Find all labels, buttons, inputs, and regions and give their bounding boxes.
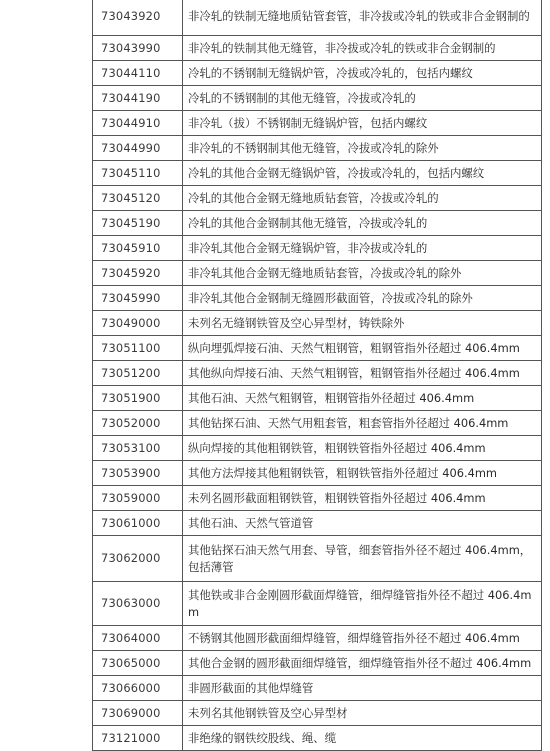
hs-code-cell: 73045920 xyxy=(93,261,183,286)
hs-code-cell: 73066000 xyxy=(93,676,183,701)
description-cell: 其他石油、天然气管道管 xyxy=(183,511,542,536)
table-row xyxy=(93,111,542,136)
description-cell: 冷轧的其他合金钢无缝地质钻套管，冷拔或冷轧的 xyxy=(183,186,542,211)
table-body xyxy=(93,0,542,751)
table-row xyxy=(93,582,542,626)
description-cell: 不锈钢其他圆形截面细焊缝管，细焊缝管指外径不超过 406.4mm xyxy=(183,626,542,651)
description-cell: 其他钻探石油、天然气用粗套管，粗套管指外径超过 406.4mm xyxy=(183,411,542,436)
table-row xyxy=(93,211,542,236)
table-row xyxy=(93,386,542,411)
hs-code-cell: 73044110 xyxy=(93,61,183,86)
hs-code-cell: 73065000 xyxy=(93,651,183,676)
description-cell: 其他纵向焊接石油、天然气粗钢管，粗钢管指外径超过 406.4mm xyxy=(183,361,542,386)
description-cell: 其他石油、天然气粗钢管，粗钢管指外径超过 406.4mm xyxy=(183,386,542,411)
description-cell: 非绝缘的钢铁绞股线、绳、缆 xyxy=(183,726,542,751)
hs-code-cell: 73121000 xyxy=(93,726,183,751)
hs-code-cell: 73043920 xyxy=(93,0,183,36)
description-cell: 纵向埋弧焊接石油、天然气粗钢管，粗钢管指外径超过 406.4mm xyxy=(183,336,542,361)
table-row xyxy=(93,726,542,751)
description-cell: 非冷轧的铁制其他无缝管，非冷拔或冷轧的铁或非合金钢制的 xyxy=(183,36,542,61)
description-cell: 冷轧的不锈钢制的其他无缝管，冷拔或冷轧的 xyxy=(183,86,542,111)
table-row xyxy=(93,626,542,651)
hs-code-cell: 73044910 xyxy=(93,111,183,136)
description-cell: 其他合金钢的圆形截面细焊缝管，细焊缝管指外径不超过 406.4mm xyxy=(183,651,542,676)
description-cell: 冷轧的不锈钢制无缝锅炉管，冷拔或冷轧的，包括内螺纹 xyxy=(183,61,542,86)
description-cell: 非冷轧其他合金钢制无缝圆形截面管，冷拔或冷轧的除外 xyxy=(183,286,542,311)
description-cell: 未列名无缝钢铁管及空心异型材，铸铁除外 xyxy=(183,311,542,336)
table-row xyxy=(93,86,542,111)
hs-code-cell: 73043990 xyxy=(93,36,183,61)
table-row xyxy=(93,536,542,582)
table-row xyxy=(93,461,542,486)
description-cell: 其他铁或非合金刚圆形截面焊缝管，细焊缝管指外径不超过 406.4mm xyxy=(183,582,542,626)
description-cell: 非冷轧（拔）不锈钢制无缝锅炉管，包括内螺纹 xyxy=(183,111,542,136)
description-cell: 非冷轧的铁制无缝地质钻管套管，非冷拔或冷轧的铁或非合金钢制的 xyxy=(183,0,542,36)
table-row xyxy=(93,486,542,511)
description-cell: 冷轧的其他合金钢无缝锅炉管，冷拔或冷轧的，包括内螺纹 xyxy=(183,161,542,186)
table-row xyxy=(93,0,542,36)
table-row xyxy=(93,261,542,286)
table-row xyxy=(93,136,542,161)
hs-code-cell: 73044990 xyxy=(93,136,183,161)
table-row xyxy=(93,651,542,676)
table-row xyxy=(93,701,542,726)
hs-code-cell: 73059000 xyxy=(93,486,183,511)
description-cell: 非冷轧其他合金钢无缝地质钻套管，冷拔或冷轧的除外 xyxy=(183,261,542,286)
description-cell: 纵向焊接的其他粗钢铁管，粗钢铁管指外径超过 406.4mm xyxy=(183,436,542,461)
hs-code-cell: 73053100 xyxy=(93,436,183,461)
table-row xyxy=(93,436,542,461)
hs-code-cell: 73045990 xyxy=(93,286,183,311)
hs-code-cell: 73049000 xyxy=(93,311,183,336)
hs-code-cell: 73044190 xyxy=(93,86,183,111)
description-cell: 非冷轧的不锈钢制其他无缝管，冷拔或冷轧的除外 xyxy=(183,136,542,161)
description-cell: 其他钻探石油天然气用套、导管，细套管指外径不超过 406.4mm，包括薄管 xyxy=(183,536,542,582)
table-row xyxy=(93,36,542,61)
hs-code-cell: 73051200 xyxy=(93,361,183,386)
hs-code-cell: 73052000 xyxy=(93,411,183,436)
hs-code-cell: 73062000 xyxy=(93,536,183,582)
table-row xyxy=(93,186,542,211)
description-cell: 冷轧的其他合金钢制其他无缝管，冷拔或冷轧的 xyxy=(183,211,542,236)
table-row xyxy=(93,161,542,186)
hs-code-cell: 73045190 xyxy=(93,211,183,236)
table-row xyxy=(93,236,542,261)
description-cell: 未列名圆形截面粗钢铁管，粗钢铁管指外径超过 406.4mm xyxy=(183,486,542,511)
hs-code-cell: 73051100 xyxy=(93,336,183,361)
description-cell: 非圆形截面的其他焊缝管 xyxy=(183,676,542,701)
hs-code-cell: 73069000 xyxy=(93,701,183,726)
table-row xyxy=(93,336,542,361)
table-row xyxy=(93,511,542,536)
description-cell: 未列名其他钢铁管及空心异型材 xyxy=(183,701,542,726)
table-row xyxy=(93,311,542,336)
hs-code-cell: 73051900 xyxy=(93,386,183,411)
table-row xyxy=(93,361,542,386)
hs-code-cell: 73053900 xyxy=(93,461,183,486)
description-cell: 非冷轧其他合金钢无缝锅炉管，非冷拔或冷轧的 xyxy=(183,236,542,261)
table-row xyxy=(93,61,542,86)
table-row xyxy=(93,676,542,701)
hs-code-cell: 73063000 xyxy=(93,582,183,626)
table-row xyxy=(93,411,542,436)
description-cell: 其他方法焊接其他粗钢铁管，粗钢铁管指外径超过 406.4mm xyxy=(183,461,542,486)
tariff-code-table xyxy=(92,0,542,751)
table-row xyxy=(93,286,542,311)
hs-code-cell: 73061000 xyxy=(93,511,183,536)
hs-code-cell: 73045120 xyxy=(93,186,183,211)
hs-code-cell: 73045910 xyxy=(93,236,183,261)
hs-code-cell: 73064000 xyxy=(93,626,183,651)
hs-code-cell: 73045110 xyxy=(93,161,183,186)
